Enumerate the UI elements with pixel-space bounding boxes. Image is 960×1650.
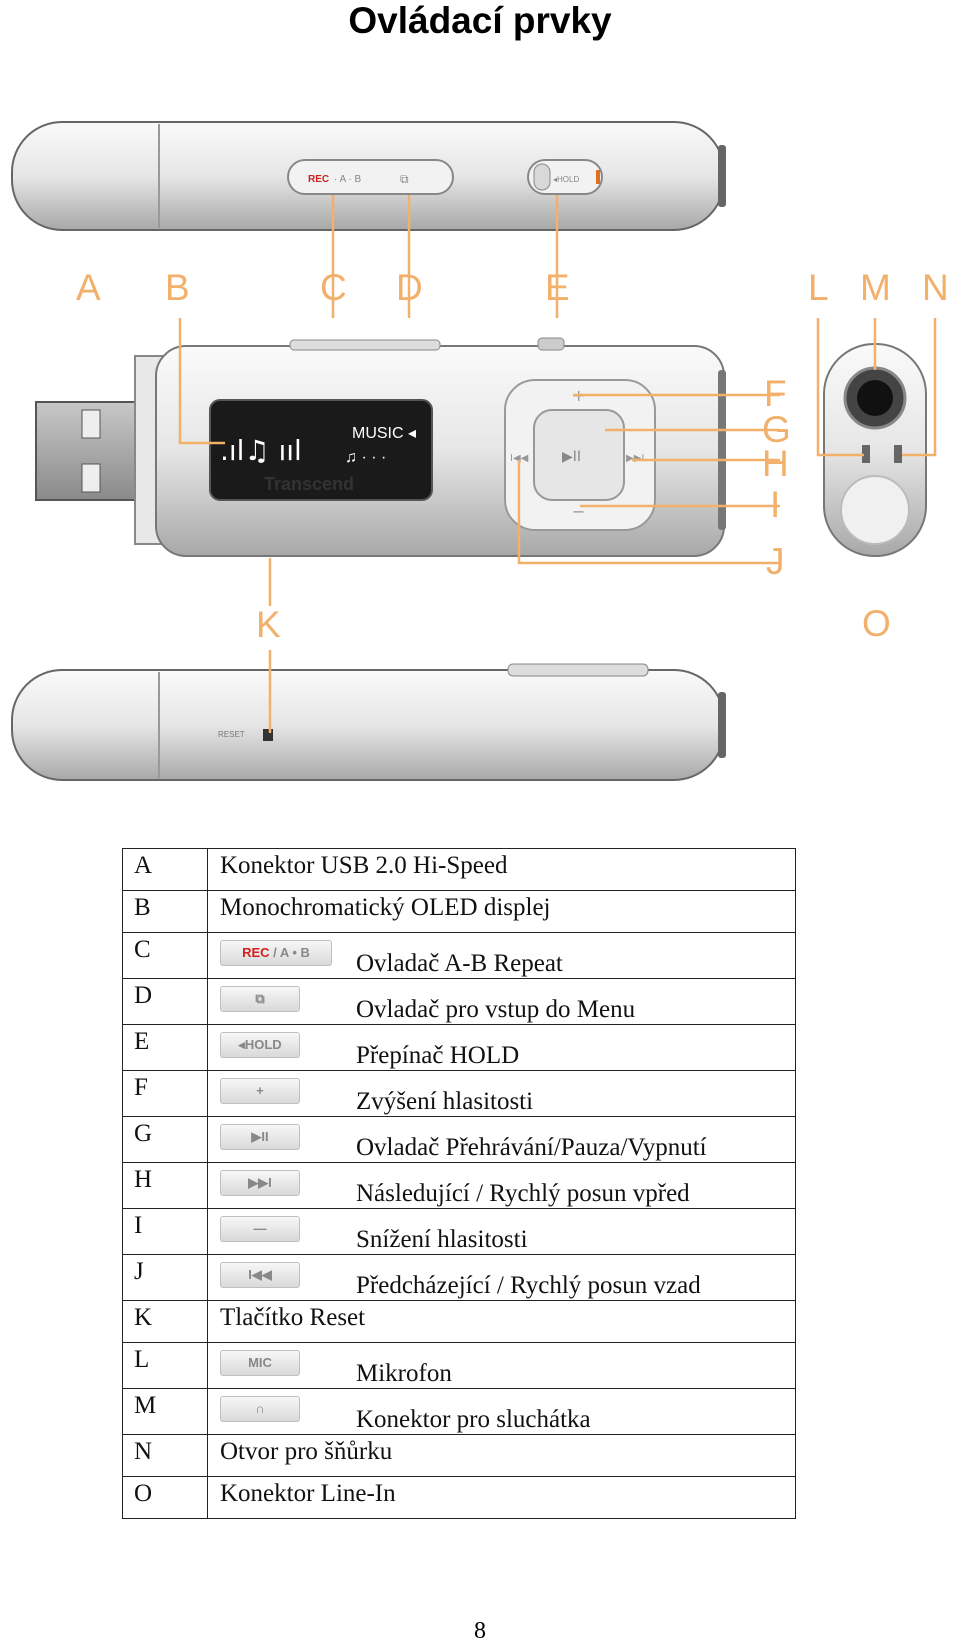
rec-label: REC [308,174,330,185]
legend-description: Předcházející / Rychlý posun vzad [356,1272,701,1299]
callout-o: O [862,603,891,644]
headphones-icon: ∩ [220,1396,300,1422]
page-number: 8 [474,1618,486,1644]
legend-description: Ovladač Přehrávání/Pauza/Vypnutí [356,1134,707,1161]
legend-description-cell [208,1117,796,1163]
legend-row [123,1255,796,1301]
legend-letter: A [123,849,208,891]
callout-d: D [396,267,423,308]
plus-icon: + [220,1078,300,1104]
callout-n: N [922,267,949,308]
legend-letter: H [123,1163,208,1209]
legend-row [123,1389,796,1435]
legend-description: Následující / Rychlý posun vpřed [356,1180,690,1207]
callout-g: G [762,409,791,450]
legend-description: Zvýšení hlasitosti [356,1088,534,1115]
device-illustration [0,0,960,820]
line-in-jack [841,476,909,544]
player-bottom-view [12,664,726,780]
legend-row [123,1025,796,1071]
callout-c: C [320,267,347,308]
callout-e: E [545,267,570,308]
legend-description-cell: Monochromatický OLED displej [208,891,796,933]
legend-letter: B [123,891,208,933]
rec-ab-icon: REC / A • B [220,940,332,966]
oled-music-label: MUSIC ◂ [352,425,417,442]
svg-text:▶II: ▶II [562,449,582,465]
player-side-view [824,344,926,556]
legend-description-cell [208,1025,796,1071]
svg-text:+: + [572,386,586,405]
legend-letter: I [123,1209,208,1255]
legend-description-cell [208,1071,796,1117]
legend-letter: M [123,1389,208,1435]
legend-description: Ovladač A-B Repeat [356,950,563,977]
legend-row [123,1435,796,1477]
legend-description: Mikrofon [356,1360,452,1387]
callout-h: H [762,443,789,484]
callout-b: B [165,267,190,308]
svg-text:I◀◀: I◀◀ [510,453,529,464]
menu-icon: ⧉ [220,986,300,1012]
legend-letter: C [123,933,208,979]
legend-row [123,849,796,891]
reset-label: RESET [218,730,245,739]
legend-description-cell [208,1255,796,1301]
menu-label: ⧉ [400,172,409,186]
legend-row [123,1163,796,1209]
legend-description: Přepínač HOLD [356,1042,520,1069]
callout-i: I [770,484,781,525]
mic-icon: MIC [220,1350,300,1376]
legend-row [123,1071,796,1117]
legend-letter: O [123,1477,208,1519]
minus-icon: — [220,1216,300,1242]
legend-letter: G [123,1117,208,1163]
legend-description: Ovladač pro vstup do Menu [356,996,636,1023]
svg-text:−: − [572,502,586,521]
next-icon: ▶▶I [220,1170,300,1196]
legend-description-cell: Konektor Line-In [208,1477,796,1519]
previous-icon: I◀◀ [220,1262,300,1288]
legend-letter: J [123,1255,208,1301]
legend-description-cell: Otvor pro šňůrku [208,1435,796,1477]
legend-description-cell [208,1343,796,1389]
legend-description-cell: Konektor USB 2.0 Hi-Speed [208,849,796,891]
controls-legend-table [122,848,796,1519]
legend-row [123,1343,796,1389]
legend-row [123,1477,796,1519]
legend-row [123,1301,796,1343]
player-top-view [12,122,726,230]
page-title: Ovládací prvky [348,0,612,41]
legend-description-cell [208,1209,796,1255]
legend-description: Snížení hlasitosti [356,1226,528,1253]
legend-letter: L [123,1343,208,1389]
legend-row [123,979,796,1025]
legend-letter: K [123,1301,208,1343]
legend-letter: N [123,1435,208,1477]
oled-equalizer-bars: .ıl♫ ııl [220,434,302,467]
device-figure [0,0,960,820]
lanyard-hole [894,445,902,463]
callout-j: J [766,541,785,582]
callout-l: L [808,267,829,308]
legend-row [123,1117,796,1163]
legend-description: Konektor pro sluchátka [356,1406,591,1433]
legend-letter: F [123,1071,208,1117]
callout-f: F [764,373,787,414]
reset-button [263,729,273,741]
player-front-view [36,338,726,556]
legend-letter: E [123,1025,208,1071]
play-pause-icon: ▶II [220,1124,300,1150]
callout-m: M [860,267,891,308]
callout-k: K [256,604,281,645]
legend-description-cell: Tlačítko Reset [208,1301,796,1343]
svg-text:♫ · · ·: ♫ · · · [345,449,387,466]
svg-text:▶▶I: ▶▶I [626,453,645,464]
ab-label: · A · B [334,174,362,185]
legend-row [123,933,796,979]
legend-description-cell [208,933,796,979]
hold-icon: ◂HOLD [220,1032,300,1058]
legend-row [123,891,796,933]
brand-logo: Transcend [264,474,355,494]
legend-description-cell [208,1389,796,1435]
legend-description-cell [208,979,796,1025]
legend-letter: D [123,979,208,1025]
legend-row [123,1209,796,1255]
legend-description-cell [208,1163,796,1209]
callout-a: A [76,267,101,308]
hold-label: ◂HOLD [553,175,580,184]
